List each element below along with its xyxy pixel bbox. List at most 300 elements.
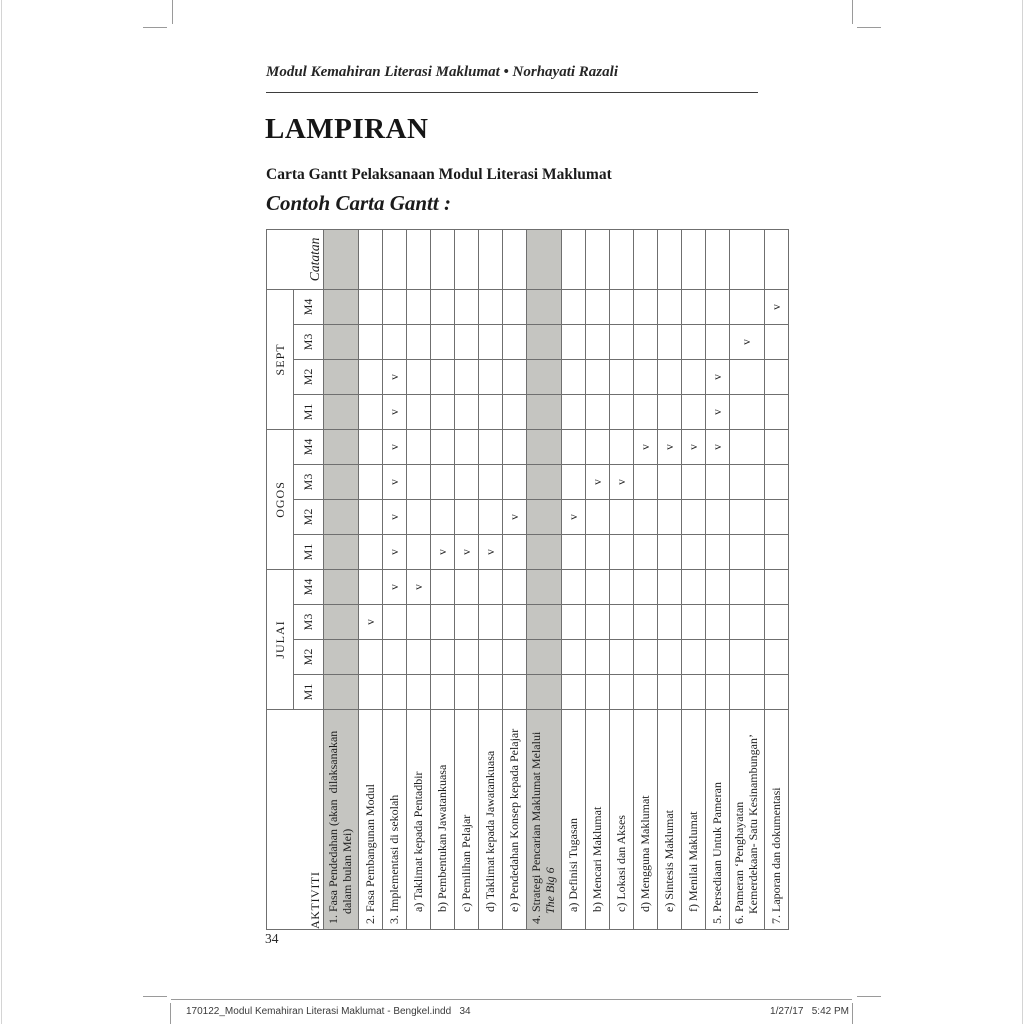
gantt-week-cell: [503, 289, 527, 324]
page-title: LAMPIRAN: [265, 113, 429, 145]
gantt-mark: v: [567, 514, 580, 520]
gantt-chart: [266, 230, 796, 930]
gantt-mark: v: [687, 444, 700, 450]
slug-filename: 170122_Modul Kemahiran Literasi Maklumat - Bengkel.indd 34: [186, 1006, 471, 1017]
crop-mark-top-right-h: [857, 27, 881, 28]
gantt-week-cell: [682, 605, 706, 640]
gantt-week-cell: [706, 289, 730, 324]
gantt-week-cell: [503, 359, 527, 394]
gantt-mark: v: [388, 444, 401, 450]
gantt-activity-row: [706, 229, 730, 929]
gantt-week-cell: [324, 464, 359, 499]
gantt-mark: v: [388, 479, 401, 485]
gantt-week-cell: [407, 359, 431, 394]
gantt-week-cell: [383, 534, 407, 569]
gantt-week-cell: [503, 640, 527, 675]
gantt-week-cell: [610, 605, 634, 640]
crop-mark-top-left-h: [143, 27, 167, 28]
gantt-week-cell: [634, 534, 658, 569]
gantt-week-cell: [658, 394, 682, 429]
gantt-week-cell: [682, 499, 706, 534]
gantt-week-header: M1: [294, 534, 324, 569]
gantt-week-cell: [634, 359, 658, 394]
gantt-week-cell: [682, 394, 706, 429]
gantt-week-header: M4: [294, 289, 324, 324]
gantt-week-cell: [658, 359, 682, 394]
gantt-week-cell: [479, 640, 503, 675]
gantt-mark: v: [436, 549, 449, 555]
gantt-week-cell: [610, 675, 634, 710]
gantt-week-cell: [765, 359, 789, 394]
gantt-week-cell: [730, 429, 765, 464]
gantt-week-cell: [682, 324, 706, 359]
gantt-week-cell: [479, 289, 503, 324]
gantt-week-cell: [503, 499, 527, 534]
gantt-month-header: OGOS: [267, 429, 294, 569]
gantt-week-cell: [431, 394, 455, 429]
gantt-week-cell: [407, 499, 431, 534]
gantt-week-cell: [431, 324, 455, 359]
gantt-week-cell: [765, 324, 789, 359]
gantt-activity-label: a) Taklimat kepada Pentadbir: [407, 710, 431, 930]
gantt-week-cell: [562, 675, 586, 710]
gantt-week-header: M2: [294, 640, 324, 675]
gantt-notes-cell: [383, 229, 407, 289]
gantt-activity-label: c) Pemilihan Pelajar: [455, 710, 479, 930]
gantt-week-cell: [455, 394, 479, 429]
gantt-week-cell: [324, 324, 359, 359]
gantt-week-cell: [527, 289, 562, 324]
gantt-week-cell: [383, 429, 407, 464]
crop-mark-bottom-right-h: [857, 996, 881, 997]
gantt-week-cell: [407, 429, 431, 464]
gantt-week-cell: [431, 640, 455, 675]
gantt-week-cell: [586, 605, 610, 640]
gantt-week-cell: [455, 569, 479, 604]
gantt-week-cell: [479, 394, 503, 429]
example-label: Contoh Carta Gantt :: [266, 191, 451, 215]
gantt-week-cell: [730, 534, 765, 569]
page-subtitle: Carta Gantt Pelaksanaan Modul Literasi Maklumat: [266, 166, 612, 183]
gantt-week-cell: [706, 359, 730, 394]
gantt-week-cell: [324, 569, 359, 604]
gantt-week-cell: [610, 499, 634, 534]
gantt-corner-label: AKTIVITI: [267, 710, 324, 930]
gantt-week-header: M3: [294, 464, 324, 499]
gantt-week-cell: [407, 464, 431, 499]
page-number: 34: [265, 931, 279, 946]
gantt-week-cell: [634, 569, 658, 604]
gantt-week-cell: [383, 289, 407, 324]
gantt-week-cell: [634, 640, 658, 675]
gantt-week-cell: [610, 359, 634, 394]
running-header: Modul Kemahiran Literasi Maklumat • Norhayati Razali: [266, 64, 618, 80]
gantt-week-cell: [586, 675, 610, 710]
gantt-week-cell: [562, 605, 586, 640]
gantt-week-cell: [479, 429, 503, 464]
gantt-week-cell: [479, 569, 503, 604]
gantt-notes-cell: [324, 229, 359, 289]
gantt-week-cell: [324, 534, 359, 569]
gantt-week-cell: [503, 569, 527, 604]
gantt-week-cell: [562, 534, 586, 569]
gantt-month-header: SEPT: [267, 289, 294, 429]
gantt-week-cell: [658, 464, 682, 499]
gantt-week-cell: [359, 675, 383, 710]
gantt-mark: v: [388, 514, 401, 520]
gantt-week-cell: [527, 394, 562, 429]
gantt-week-cell: [562, 324, 586, 359]
gantt-week-cell: [455, 640, 479, 675]
gantt-week-cell: [407, 394, 431, 429]
gantt-week-cell: [706, 464, 730, 499]
gantt-week-cell: [634, 675, 658, 710]
gantt-week-cell: [610, 394, 634, 429]
crop-mark-bottom-left-h: [143, 996, 167, 997]
gantt-week-cell: [527, 499, 562, 534]
gantt-activity-row: [479, 229, 503, 929]
crop-mark-bottom-left-v: [170, 1003, 171, 1024]
gantt-mark: v: [508, 514, 521, 520]
gantt-week-cell: [324, 675, 359, 710]
gantt-week-cell: [527, 605, 562, 640]
gantt-week-header: M2: [294, 359, 324, 394]
gantt-activity-label: d) Mengguna Maklumat: [634, 710, 658, 930]
gantt-week-cell: [562, 499, 586, 534]
gantt-week-cell: [634, 289, 658, 324]
gantt-week-cell: [479, 499, 503, 534]
gantt-notes-cell: [431, 229, 455, 289]
gantt-week-cell: [586, 569, 610, 604]
gantt-activity-row: [359, 229, 383, 929]
gantt-activity-row: [610, 229, 634, 929]
slug-timestamp: 1/27/17 5:42 PM: [770, 1006, 849, 1017]
gantt-activity-row: [765, 229, 789, 929]
crop-mark-top-right-v: [852, 0, 853, 24]
gantt-week-cell: [431, 359, 455, 394]
gantt-week-cell: [407, 675, 431, 710]
gantt-week-header: M1: [294, 675, 324, 710]
gantt-week-cell: [324, 640, 359, 675]
gantt-notes-cell: [527, 229, 562, 289]
gantt-week-cell: [706, 534, 730, 569]
gantt-week-cell: [431, 605, 455, 640]
gantt-week-cell: [765, 675, 789, 710]
gantt-week-cell: [324, 289, 359, 324]
gantt-activity-label: e) Pendedahan Konsep kepada Pelajar: [503, 710, 527, 930]
gantt-week-cell: [455, 289, 479, 324]
gantt-week-cell: [706, 605, 730, 640]
gantt-week-cell: [455, 675, 479, 710]
gantt-week-cell: [610, 569, 634, 604]
gantt-week-cell: [455, 324, 479, 359]
gantt-mark: v: [741, 339, 753, 345]
gantt-week-cell: [455, 359, 479, 394]
gantt-week-cell: [383, 394, 407, 429]
gantt-week-cell: [658, 569, 682, 604]
gantt-week-cell: [407, 289, 431, 324]
gantt-week-header: M3: [294, 324, 324, 359]
gantt-week-cell: [503, 605, 527, 640]
gantt-week-cell: [407, 324, 431, 359]
gantt-week-cell: [503, 429, 527, 464]
gantt-week-cell: [359, 499, 383, 534]
gantt-activity-label: c) Lokasi dan Akses: [610, 710, 634, 930]
gantt-week-cell: [730, 394, 765, 429]
gantt-week-cell: [562, 359, 586, 394]
gantt-week-cell: [682, 640, 706, 675]
gantt-week-cell: [455, 464, 479, 499]
gantt-week-cell: [658, 499, 682, 534]
gantt-week-cell: [527, 464, 562, 499]
gantt-activity-label: d) Taklimat kepada Jawatankuasa: [479, 710, 503, 930]
gantt-week-cell: [407, 534, 431, 569]
gantt-activity-label: 2. Fasa Pembangunan Modul: [359, 710, 383, 930]
gantt-week-cell: [383, 324, 407, 359]
gantt-week-cell: [730, 324, 765, 359]
gantt-notes-cell: [610, 229, 634, 289]
gantt-week-cell: [765, 534, 789, 569]
gantt-mark: v: [770, 304, 783, 310]
gantt-week-cell: [503, 394, 527, 429]
gantt-week-cell: [610, 464, 634, 499]
gantt-activity-row: [562, 229, 586, 929]
gantt-week-cell: [324, 359, 359, 394]
gantt-week-cell: [324, 394, 359, 429]
gantt-mark: v: [388, 549, 401, 555]
gantt-week-cell: [407, 640, 431, 675]
gantt-week-cell: [407, 569, 431, 604]
gantt-week-cell: [706, 324, 730, 359]
gantt-notes-cell: [562, 229, 586, 289]
gantt-week-cell: [383, 359, 407, 394]
gantt-week-cell: [359, 605, 383, 640]
scan-edge-right: [1022, 0, 1023, 1024]
gantt-week-cell: [610, 429, 634, 464]
gantt-week-cell: [730, 675, 765, 710]
gantt-notes-cell: [730, 229, 765, 289]
gantt-notes-cell: [586, 229, 610, 289]
gantt-week-cell: [706, 499, 730, 534]
gantt-week-cell: [431, 499, 455, 534]
gantt-week-cell: [527, 324, 562, 359]
gantt-notes-cell: [682, 229, 706, 289]
gantt-week-cell: [730, 499, 765, 534]
gantt-activity-label: b) Mencari Maklumat: [586, 710, 610, 930]
gantt-week-cell: [503, 464, 527, 499]
gantt-notes-cell: [479, 229, 503, 289]
gantt-activity-label: f) Menilai Maklumat: [682, 710, 706, 930]
gantt-week-cell: [431, 429, 455, 464]
gantt-week-cell: [455, 429, 479, 464]
gantt-activity-row: [527, 229, 562, 929]
gantt-week-cell: [658, 675, 682, 710]
gantt-notes-cell: [706, 229, 730, 289]
gantt-week-cell: [682, 429, 706, 464]
gantt-week-cell: [586, 534, 610, 569]
gantt-week-cell: [527, 569, 562, 604]
gantt-week-cell: [706, 394, 730, 429]
gantt-week-cell: [359, 569, 383, 604]
gantt-activity-row: [658, 229, 682, 929]
gantt-notes-cell: [658, 229, 682, 289]
gantt-mark: v: [591, 479, 604, 485]
gantt-week-header: M4: [294, 569, 324, 604]
gantt-week-cell: [682, 569, 706, 604]
gantt-week-cell: [383, 569, 407, 604]
gantt-week-cell: [658, 534, 682, 569]
gantt-mark: v: [388, 409, 401, 415]
gantt-week-cell: [359, 534, 383, 569]
gantt-mark: v: [388, 374, 401, 380]
gantt-week-cell: [431, 289, 455, 324]
gantt-activity-label: b) Pembentukan Jawatankuasa: [431, 710, 455, 930]
gantt-activity-row: [455, 229, 479, 929]
gantt-week-cell: [682, 534, 706, 569]
gantt-week-cell: [407, 605, 431, 640]
gantt-week-cell: [431, 464, 455, 499]
gantt-week-cell: [765, 569, 789, 604]
gantt-week-cell: [527, 675, 562, 710]
gantt-week-cell: [634, 464, 658, 499]
gantt-week-cell: [324, 499, 359, 534]
gantt-week-cell: [383, 605, 407, 640]
gantt-week-cell: [658, 605, 682, 640]
gantt-week-cell: [682, 359, 706, 394]
gantt-week-cell: [359, 359, 383, 394]
gantt-week-cell: [610, 534, 634, 569]
gantt-notes-cell: [359, 229, 383, 289]
gantt-mark: v: [364, 619, 377, 625]
gantt-week-cell: [527, 640, 562, 675]
gantt-week-cell: [527, 429, 562, 464]
gantt-week-cell: [586, 464, 610, 499]
gantt-week-header: M4: [294, 429, 324, 464]
gantt-week-cell: [586, 324, 610, 359]
gantt-notes-cell: [765, 229, 789, 289]
gantt-week-header: M1: [294, 394, 324, 429]
gantt-week-cell: [610, 640, 634, 675]
gantt-week-cell: [479, 359, 503, 394]
gantt-week-cell: [383, 464, 407, 499]
gantt-activity-row: [503, 229, 527, 929]
gantt-mark: v: [460, 549, 473, 555]
gantt-week-cell: [359, 640, 383, 675]
gantt-week-cell: [359, 289, 383, 324]
gantt-week-cell: [562, 289, 586, 324]
gantt-week-cell: [765, 499, 789, 534]
gantt-activity-row: [324, 229, 359, 929]
gantt-activity-label: a) Definisi Tugasan: [562, 710, 586, 930]
gantt-week-cell: [359, 429, 383, 464]
gantt-mark: v: [711, 444, 724, 450]
gantt-week-cell: [359, 394, 383, 429]
gantt-week-cell: [586, 429, 610, 464]
gantt-week-cell: [479, 534, 503, 569]
gantt-notes-cell: [503, 229, 527, 289]
gantt-week-cell: [682, 675, 706, 710]
gantt-activity-label: 4. Strategi Pencarian Maklumat Melalui The Big 6: [527, 710, 562, 930]
gantt-week-cell: [634, 394, 658, 429]
gantt-week-cell: [431, 569, 455, 604]
gantt-week-cell: [586, 394, 610, 429]
gantt-notes-cell: [634, 229, 658, 289]
gantt-week-cell: [503, 324, 527, 359]
gantt-mark: v: [711, 374, 724, 380]
gantt-mark: v: [484, 549, 497, 555]
gantt-week-cell: [479, 464, 503, 499]
gantt-notes-cell: [407, 229, 431, 289]
gantt-week-cell: [479, 605, 503, 640]
gantt-week-cell: [586, 640, 610, 675]
gantt-table: [266, 229, 789, 930]
gantt-notes-cell: [455, 229, 479, 289]
gantt-week-cell: [634, 499, 658, 534]
gantt-week-cell: [658, 324, 682, 359]
gantt-mark: v: [388, 584, 401, 590]
gantt-week-cell: [634, 324, 658, 359]
gantt-week-cell: [730, 605, 765, 640]
gantt-week-cell: [479, 324, 503, 359]
gantt-week-cell: [383, 499, 407, 534]
gantt-week-cell: [455, 605, 479, 640]
gantt-week-cell: [527, 534, 562, 569]
gantt-notes-column-header: Catatan: [267, 229, 324, 289]
gantt-activity-label: 7. Laporan dan dokumentasi: [765, 710, 789, 930]
gantt-week-cell: [682, 289, 706, 324]
gantt-week-cell: [610, 324, 634, 359]
gantt-week-cell: [562, 429, 586, 464]
gantt-week-cell: [586, 359, 610, 394]
gantt-week-cell: [682, 464, 706, 499]
gantt-activity-row: [682, 229, 706, 929]
gantt-week-cell: [431, 534, 455, 569]
gantt-week-header: M2: [294, 499, 324, 534]
scan-edge-left: [1, 0, 2, 1024]
gantt-week-cell: [431, 675, 455, 710]
gantt-activity-label: e) Sintesis Maklumat: [658, 710, 682, 930]
gantt-week-cell: [765, 394, 789, 429]
gantt-week-cell: [730, 359, 765, 394]
gantt-activity-row: [383, 229, 407, 929]
gantt-week-cell: [658, 640, 682, 675]
gantt-week-cell: [586, 499, 610, 534]
gantt-month-header: JULAI: [267, 569, 294, 709]
gantt-week-cell: [479, 675, 503, 710]
gantt-activity-label: 5. Persediaan Untuk Pameran: [706, 710, 730, 930]
gantt-week-cell: [503, 675, 527, 710]
gantt-activity-row: [634, 229, 658, 929]
gantt-week-cell: [527, 359, 562, 394]
gantt-week-cell: [383, 640, 407, 675]
gantt-week-cell: [765, 464, 789, 499]
gantt-week-cell: [730, 289, 765, 324]
gantt-week-cell: [730, 640, 765, 675]
gantt-week-cell: [562, 394, 586, 429]
gantt-week-cell: [383, 675, 407, 710]
gantt-week-cell: [706, 569, 730, 604]
gantt-week-cell: [730, 464, 765, 499]
gantt-week-cell: [562, 640, 586, 675]
gantt-activity-row: [407, 229, 431, 929]
gantt-week-cell: [324, 605, 359, 640]
gantt-activity-label: 3. Implementasi di sekolah: [383, 710, 407, 930]
gantt-week-cell: [359, 324, 383, 359]
gantt-activity-row: [586, 229, 610, 929]
gantt-week-cell: [706, 675, 730, 710]
gantt-activity-row: [431, 229, 455, 929]
gantt-mark: v: [615, 479, 628, 485]
